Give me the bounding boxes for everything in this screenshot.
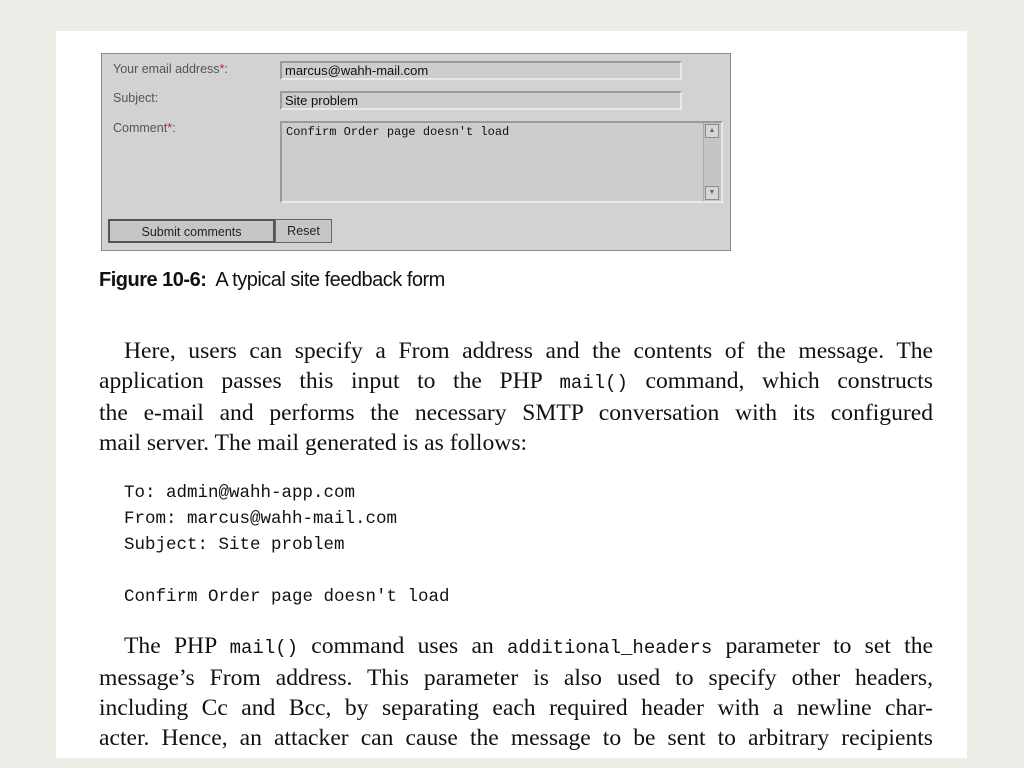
paragraph-1-line-2: application passes this input to the PHP mail() command, which constructs	[99, 368, 933, 394]
comment-label: Comment*:	[113, 121, 176, 135]
comment-text: Confirm Order page doesn't load	[286, 125, 510, 139]
reset-button[interactable]: Reset	[275, 219, 332, 243]
mail-to-line: To: admin@wahh-app.com	[124, 483, 356, 503]
paragraph-1-line-1: Here, users can specify a From address and the contents of the message. The	[124, 338, 933, 364]
figure-caption	[99, 269, 445, 292]
paragraph-2-line-2: message’s From address. This parameter is also used to specify other headers,	[99, 665, 933, 691]
mail-subject-line: Subject: Site problem	[124, 535, 345, 555]
email-field[interactable]: marcus@wahh-mail.com	[280, 61, 682, 80]
subject-field[interactable]: Site problem	[280, 91, 682, 110]
document-page	[56, 31, 967, 758]
paragraph-2	[99, 631, 933, 753]
feedback-form-screenshot	[101, 53, 731, 251]
paragraph-2-line-1: The PHP mail() command uses an additional_headers parameter to set the	[124, 633, 933, 659]
paragraph-1	[99, 336, 933, 458]
textarea-scrollbar[interactable]	[703, 123, 721, 201]
mail-from-line: From: marcus@wahh-mail.com	[124, 509, 398, 529]
mail-code-block	[124, 480, 450, 610]
mail-body-line: Confirm Order page doesn't load	[124, 587, 450, 607]
figure-number: Figure 10-6:	[99, 269, 207, 291]
paragraph-1-line-3: the e-mail and performs the necessary SMTP conversation with its configured	[99, 400, 933, 426]
paragraph-2-line-3: including Cc and Bcc, by separating each required header with a newline char-	[99, 695, 933, 721]
comment-textarea[interactable]	[280, 121, 723, 203]
paragraph-1-line-4: mail server. The mail generated is as follows:	[99, 430, 528, 456]
figure-title: A typical site feedback form	[215, 269, 445, 291]
subject-label: Subject:	[113, 91, 159, 105]
scroll-up-icon[interactable]: ▲	[705, 124, 719, 138]
submit-comments-button[interactable]: Submit comments	[108, 219, 275, 243]
paragraph-2-line-4: acter. Hence, an attacker can cause the message to be sent to arbitrary recipients	[99, 725, 933, 751]
scroll-down-icon[interactable]: ▼	[705, 186, 719, 200]
email-label: Your email address*:	[113, 62, 228, 76]
